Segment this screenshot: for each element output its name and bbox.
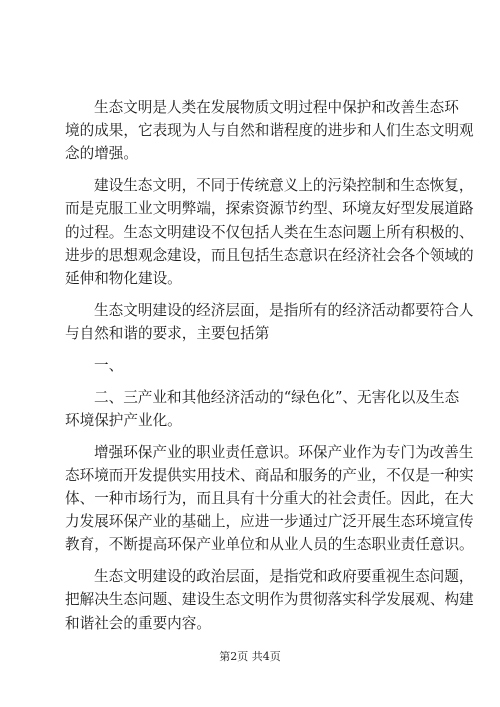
paragraph-list-one: [65, 354, 437, 377]
text-line: 二、三产业和其他经济活动的“绿色化”、无害化以及生态: [94, 388, 460, 406]
text-line: 境的成果，它表现为人与自然和谐程度的进步和人们生态文明观: [65, 122, 474, 140]
paragraph-economic: [65, 299, 474, 345]
page-number-footer: 第2页 共4页: [219, 650, 281, 663]
text-line: 教育，不断提高环保产业单位和从业人员的生态职业责任意识。: [65, 536, 474, 554]
text-line: 增强环保产业的职业责任意识。环保产业作为专门为改善生: [94, 443, 474, 461]
text-line: 念的增强。: [65, 145, 138, 163]
paragraph-political: [65, 565, 474, 635]
text-line: 环境保护产业化。: [65, 411, 182, 429]
text-line: 和谐社会的重要内容。: [65, 614, 211, 632]
text-line: 建设生态文明，不同于传统意义上的污染控制和生态恢复，: [94, 177, 474, 195]
paragraph-environmental-industry: [65, 441, 474, 557]
text-line: 把解决生态问题、建设生态文明作为贯彻落实科学发展观、构建: [65, 591, 474, 609]
paragraph-definition: [65, 96, 474, 166]
text-line: 生态文明建设的经济层面，是指所有的经济活动都要符合人: [94, 301, 474, 319]
text-line: 力发展环保产业的基础上，应进一步通过广泛开展生态环境宣传: [65, 513, 474, 531]
paragraph-construction: [65, 174, 474, 290]
text-line: 延伸和物化建设。: [65, 270, 182, 288]
text-line: 一、: [94, 356, 124, 374]
text-line: 的过程。生态文明建设不仅包括人类在生态问题上所有积极的、: [65, 223, 474, 241]
text-line: 生态文明是人类在发展物质文明过程中保护和改善生态环: [94, 99, 459, 116]
text-line: 生态文明建设的政治层面，是指党和政府要重视生态问题，: [94, 568, 474, 586]
text-line: 与自然和谐的要求，主要包括第: [65, 325, 270, 343]
text-line: 态环境而开发提供实用技术、商品和服务的产业，不仅是一种实: [65, 466, 474, 484]
text-line: 进步的思想观念建设，而且包括生态意识在经济社会各个领域的: [65, 246, 474, 264]
text-line: 体、一种市场行为，而且具有十分重大的社会责任。因此，在大: [65, 490, 474, 508]
paragraph-list-two: [65, 386, 460, 432]
document-body: [65, 96, 474, 643]
text-line: 而是克服工业文明弊端，探索资源节约型、环境友好型发展道路: [65, 200, 474, 218]
